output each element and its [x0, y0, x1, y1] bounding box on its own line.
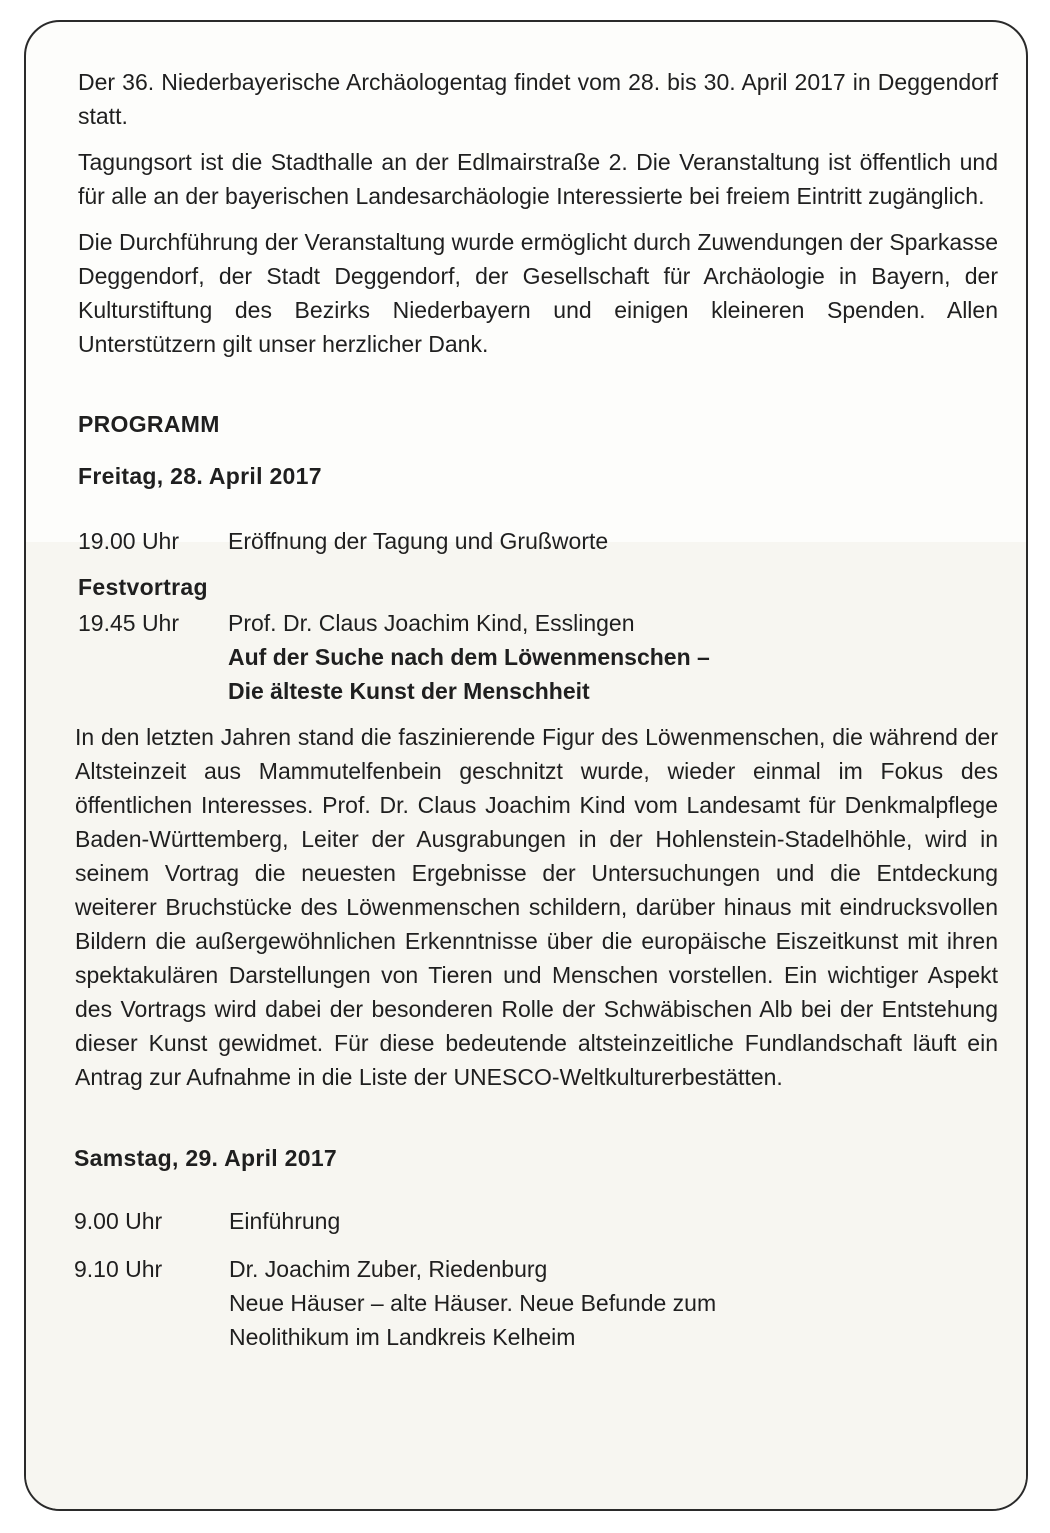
lecture-title-line-1: Auf der Suche nach dem Löwenmenschen –	[228, 644, 710, 670]
schedule-item-einfuehrung	[74, 1204, 998, 1238]
schedule-item-opening	[78, 524, 998, 558]
schedule-time: 9.00 Uhr	[74, 1208, 163, 1234]
friday-heading: Freitag, 28. April 2017	[78, 463, 322, 489]
intro-paragraph-3: Die Durchführung der Veranstaltung wurde ermöglicht durch Zuwendungen der Sparkasse Deggendorf, der Stadt Deggendorf, der Gesellschaft für Archäologie in Bayern, der Kulturstiftung des Bezirks Niederbayern und einigen kleineren Spenden. Allen Unterstützern gilt unser herzlicher Dank.	[78, 229, 998, 357]
talk-title-line-1: Neue Häuser – alte Häuser. Neue Befunde zum	[229, 1290, 717, 1316]
page-frame	[24, 20, 1028, 1511]
schedule-description: Einführung	[229, 1208, 341, 1234]
schedule-time: 19.45 Uhr	[78, 610, 180, 636]
schedule-description: Eröffnung der Tagung und Grußworte	[228, 528, 609, 554]
intro-paragraph-2: Tagungsort ist die Stadthalle an der Edlmairstraße 2. Die Veranstaltung ist öffentlich und für alle an der bayerischen Landesarchäologie Interessierte bei freiem Eintritt zugänglich.	[78, 149, 998, 209]
program-heading: PROGRAMM	[78, 411, 220, 437]
schedule-item-festvortrag	[78, 606, 998, 708]
saturday-heading: Samstag, 29. April 2017	[74, 1145, 338, 1171]
festvortrag-heading: Festvortrag	[78, 574, 208, 600]
schedule-time: 19.00 Uhr	[78, 528, 180, 554]
talk-title-line-2: Neolithikum im Landkreis Kelheim	[229, 1324, 576, 1350]
intro-section	[78, 65, 998, 361]
lecture-abstract: In den letzten Jahren stand die faszinierende Figur des Löwenmenschen, die während der Altsteinzeit aus Mammutelfenbein geschnitzt wurde, wieder einmal im Fokus des öffentlichen Interesses. Prof. Dr. Claus Joachim Kind vom Landesamt für Denkmalpflege Baden-Württemberg, Leiter der Ausgrabungen in der Hohlenstein-Stadelhöhle, wird in seinem Vortrag die neuesten Ergebnisse der Untersuchungen und die Entdeckung weiterer Bruchstücke des Löwenmenschen schildern, darüber hinaus mit eindrucksvollen Bildern die außergewöhnlichen Erkenntnisse über die europäische Eiszeitkunst mit ihren spektakulären Darstellungen von Tieren und Menschen vorstellen. Ein wichtiger Aspekt des Vortrags wird dabei der besonderen Rolle der Schwäbischen Alb bei der Entstehung dieser Kunst gewidmet. Für diese bedeutende altsteinzeitliche Fundlandschaft läuft ein Antrag zur Aufnahme in die Liste der UNESCO-Weltkulturerbestätten.	[75, 724, 998, 1090]
talk-speaker: Dr. Joachim Zuber, Riedenburg	[229, 1256, 548, 1282]
schedule-time: 9.10 Uhr	[74, 1256, 163, 1282]
schedule-description	[228, 606, 998, 708]
document-content	[74, 65, 998, 1354]
lecture-title-line-2: Die älteste Kunst der Menschheit	[228, 678, 590, 704]
schedule-description	[229, 1252, 998, 1354]
schedule-item-zuber	[74, 1252, 998, 1354]
intro-paragraph-1: Der 36. Niederbayerische Archäologentag findet vom 28. bis 30. April 2017 in Deggendorf statt.	[78, 69, 998, 129]
saturday-section	[74, 1141, 998, 1354]
lecture-speaker: Prof. Dr. Claus Joachim Kind, Esslingen	[228, 610, 635, 636]
